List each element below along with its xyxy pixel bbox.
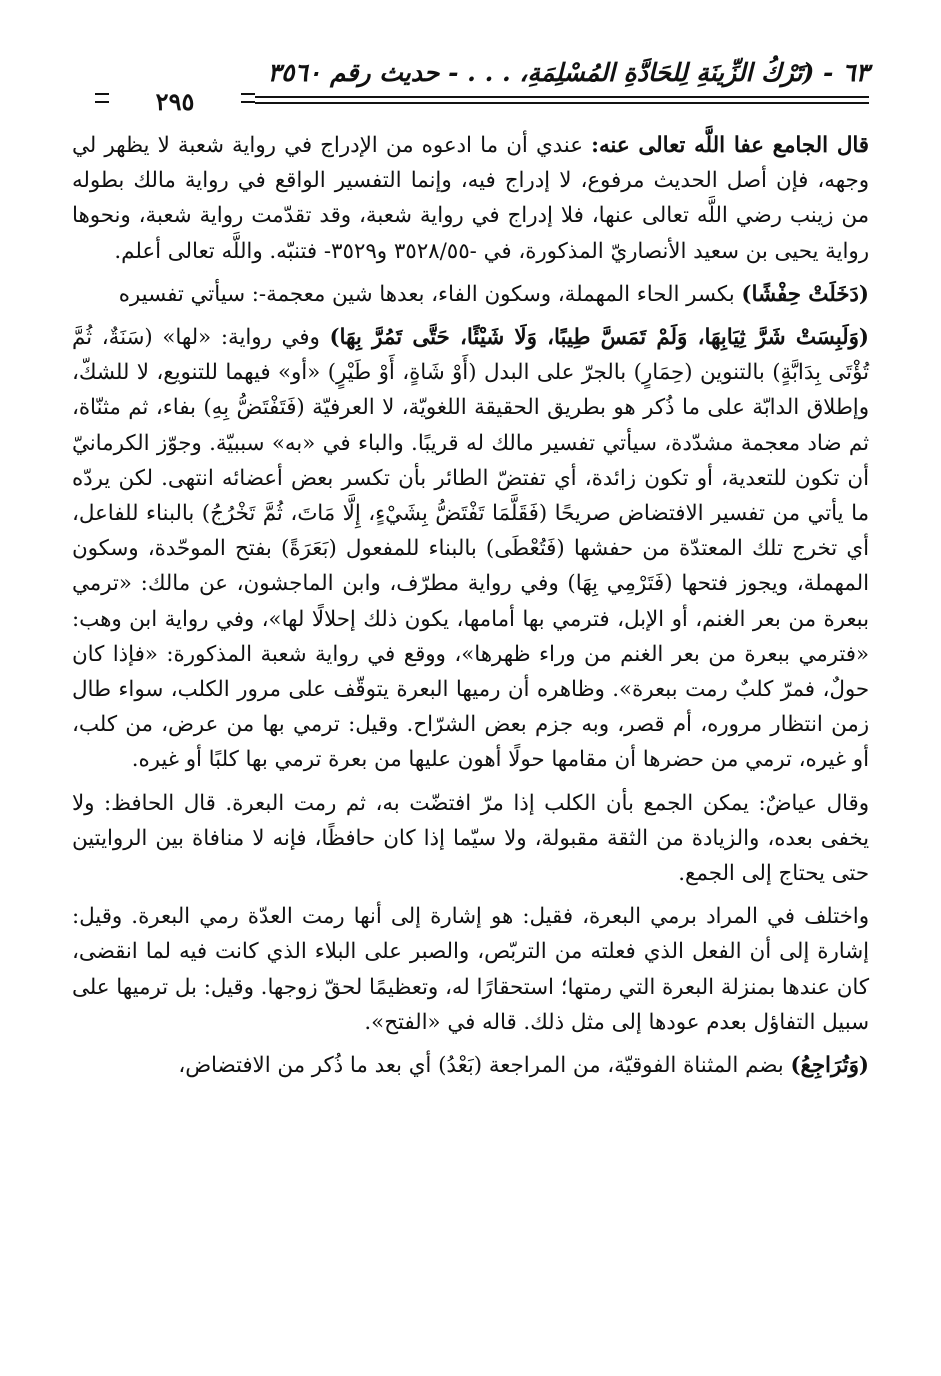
- paragraph-5-text: واختلف في المراد برمي البعرة، فقيل: هو إشارة إلى أنها رمت العدّة رمي البعرة. وقيل: إشارة إلى أن الفعل الذي فعلته من التربّص، والصبر على البلاء الذي كانت فيه لما انقضى، كان عندها بمنزلة البعرة التي رمتها؛ استحقارًا له، وتعظيمًا لحقّ زوجها. وقيل: بل ترميها على سبيل التفاؤل بعدم عودها إلى مثل ذلك. قاله في «الفتح».: [72, 904, 869, 1035]
- paragraph-3-lead: (وَلَبِسَتْ شَرَّ ثِيَابِهَا، وَلَمْ تَمَسَّ طِيبًا، وَلَا شَيْئًا، حَتَّى تَمُرَّ بِهَا): [329, 325, 870, 351]
- paragraph-2-text: بكسر الحاء المهملة، وسكون الفاء، بعدها شين معجمة-: سيأتي تفسيره: [118, 281, 742, 307]
- running-header: [95, 52, 869, 122]
- page-number: ٢٩٥: [155, 86, 195, 116]
- paragraph-6-lead: (وَتُرَاجِعُ): [790, 1053, 869, 1079]
- paragraph-4-text: وقال عياضٌ: يمكن الجمع بأن الكلب إذا مرّ افتضّت به، ثم رمت البعرة. قال الحافظ: ولا يخفى بعده، والزيادة من الثقة مقبولة، ولا سيّما إذا كان حافظًا، فإنه لا منافاة بين الروايتين حتى يحتاج إلى الجمع.: [72, 790, 869, 887]
- paragraph-1-lead: قال الجامع عفا اللَّه تعالى عنه:: [591, 133, 869, 158]
- paragraph-6-text: بضم المثناة الفوقيّة، من المراجعة (بَعْدُ) أي بعد ما ذُكر من الافتضاض،: [178, 1053, 791, 1079]
- paragraph-2-lead: (دَخَلَتْ حِفْشًا): [741, 281, 869, 307]
- page-body: [72, 128, 869, 1083]
- paragraph-1-text: عندي أن ما ادعوه من الإدراج في رواية شعبة لا يظهر لي وجهه، فإن أصل الحديث مرفوع، لا إدراج فيه، وإنما التفسير الواقع في رواية مالك بطوله من زينب رضي اللَّه تعالى عنها، فلا إدراج في رواية شعبة، وقد تقدّمت رواية شعبة، ونحوها رواية يحيى بن سعيد الأنصاريّ المذكورة، في -٣٥٢٨/٥٥ و٣٥٢٩- فتنبّه. واللَّه تعالى أعلم.: [72, 133, 869, 264]
- paragraph-6: [72, 1048, 869, 1083]
- paragraph-1: [72, 128, 869, 269]
- header-title: ٦٣ - (تَرْكُ الزِّينَةِ لِلحَادَّةِ المُسْلِمَةِ، . . . - حديث رقم ٣٥٦٠: [267, 58, 869, 87]
- paragraph-5: [72, 899, 869, 1040]
- page-number-box: [95, 86, 255, 116]
- paragraph-3: [72, 320, 869, 778]
- paragraph-2: [72, 277, 869, 312]
- paragraph-3-text: وفي رواية: «لها» (سَنَةٌ، ثُمَّ تُؤْتَى بِدَابَّةٍ) بالتنوين (حِمَارٍ) بالجرّ على البدل (أَوْ شَاةٍ، أَوْ طَيْرٍ) «أو» فيهما للتنويع، لا للشكّ، وإطلاق الدابّة على ما ذُكر هو بطريق الحقيقة اللغويّة، لا العرفيّة (فَتَفْتَضُّ بِهِ) بفاء، ثم مثنّاة، ثم ضاد معجمة مشدّدة، سيأتي تفسير مالك له قريبًا. والباء في «به» سببيّة. وجوّز الكرمانيّ أن تكون للتعدية، أو تكون زائدة، أي تفتضّ الطائر بأن تكسر بعض أعضائه انتهى. لكن يردّه ما يأتي من تفسير الافتضاض صريحًا (فَقَلَّمَا تَفْتَضُّ بِشَيْءٍ، إِلَّا مَاتَ، ثُمَّ تَخْرُجُ) بالبناء للفاعل، أي تخرج تلك المعتدّة من حفشها (فَتُعْطَى) بالبناء للمفعول (بَعَرَةً) بفتح الموحّدة، وسكون المهملة، ويجوز فتحها (فَتَرْمِي بِهَا) وفي رواية مطرّف، وابن الماجشون، عن مالك: «ترمي ببعرة من بعر الغنم، أو الإبل، فترمي بها أمامها، يكون ذلك إحلالًا لها»، وفي رواية ابن وهب: «فترمي ببعرة من بعر الغنم من وراء ظهرها»، ووقع في رواية شعبة المذكورة: «فإذا كان حولٌ، فمرّ كلبٌ رمت ببعرة». وظاهره أن رميها البعرة يتوقّف على مرور الكلب، سواء طال زمن انتظار مروره، أم قصر، وبه جزم بعض الشرّاح. وقيل: ترمي بها من عرض، من كلب، أو غيره، ترمي من حضرها أن مقامها حولًا أهون عليها من بعرة ترمي بها كلبًا أو غيره.: [72, 325, 869, 773]
- paragraph-4: [72, 786, 869, 892]
